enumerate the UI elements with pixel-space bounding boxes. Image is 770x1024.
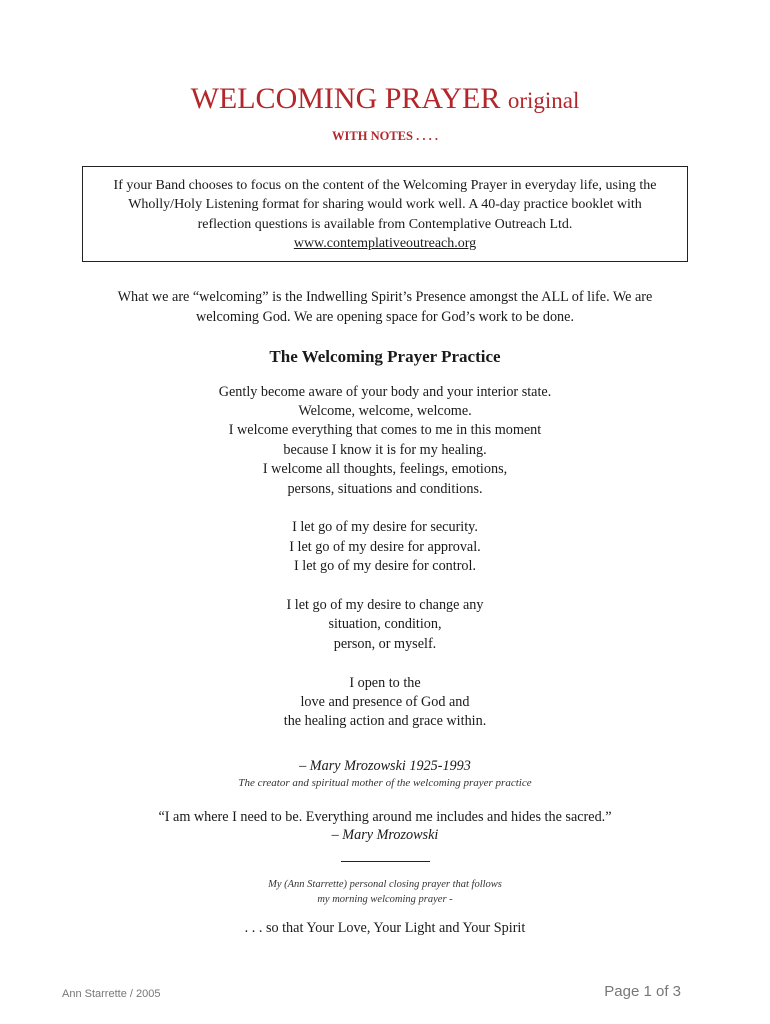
prayer-line: the healing action and grace within. (283, 713, 487, 729)
quote-author: – Mary Mrozowski (331, 827, 439, 843)
divider (341, 861, 430, 862)
prayer-line: person, or myself. (333, 636, 437, 652)
intro-line: welcoming God. We are opening space for God’s work to be done. (195, 309, 574, 325)
quote-text: “I am where I need to be. Everything around me includes and hides the sacred.” (158, 809, 612, 825)
title-suffix: original (507, 88, 580, 113)
closing-note: My (Ann Starrette) personal closing prayer that follows (268, 879, 502, 890)
prayer-line: I open to the (349, 675, 421, 691)
closing-line: . . . so that Your Love, Your Light and Your Spirit (244, 920, 526, 936)
title-main: WELCOMING PRAYER (190, 82, 501, 115)
subtitle: WITH NOTES . . . . (332, 129, 438, 143)
prayer-line: I let go of my desire for control. (293, 558, 477, 574)
info-line: reflection questions is available from Contemplative Outreach Ltd. (197, 217, 573, 232)
prayer-line: because I know it is for my healing. (283, 442, 487, 458)
prayer-line: I let go of my desire for approval. (289, 539, 481, 555)
practice-heading: The Welcoming Prayer Practice (269, 347, 501, 366)
prayer-line: I welcome everything that comes to me in this moment (228, 422, 542, 438)
prayer-line: Gently become aware of your body and your interior state. (218, 384, 552, 400)
prayer-line: love and presence of God and (300, 694, 470, 710)
closing-note: my morning welcoming prayer - (317, 894, 453, 905)
footer-author: Ann Starrette / 2005 (62, 988, 161, 1000)
prayer-line: persons, situations and conditions. (287, 481, 483, 497)
info-line: If your Band chooses to focus on the content of the Welcoming Prayer in everyday life, using the (113, 178, 657, 193)
prayer-line: Welcome, welcome, welcome. (298, 403, 472, 419)
prayer-line: I let go of my desire for security. (292, 519, 478, 535)
prayer-line: I let go of my desire to change any (286, 597, 484, 613)
page-number: Page 1 of 3 (604, 983, 681, 1000)
page-title (0, 84, 770, 114)
prayer-line: I welcome all thoughts, feelings, emotions, (262, 461, 508, 477)
attribution: – Mary Mrozowski 1925-1993 (299, 758, 471, 774)
info-line: Wholly/Holy Listening format for sharing would work well. A 40-day practice booklet with (128, 197, 642, 212)
creator-note: The creator and spiritual mother of the welcoming prayer practice (238, 777, 532, 789)
intro-line: What we are “welcoming” is the Indwelling Spirit’s Presence amongst the ALL of life. We are (117, 289, 653, 305)
prayer-line: situation, condition, (328, 616, 442, 632)
website-link[interactable]: www.contemplativeoutreach.org (293, 236, 477, 251)
